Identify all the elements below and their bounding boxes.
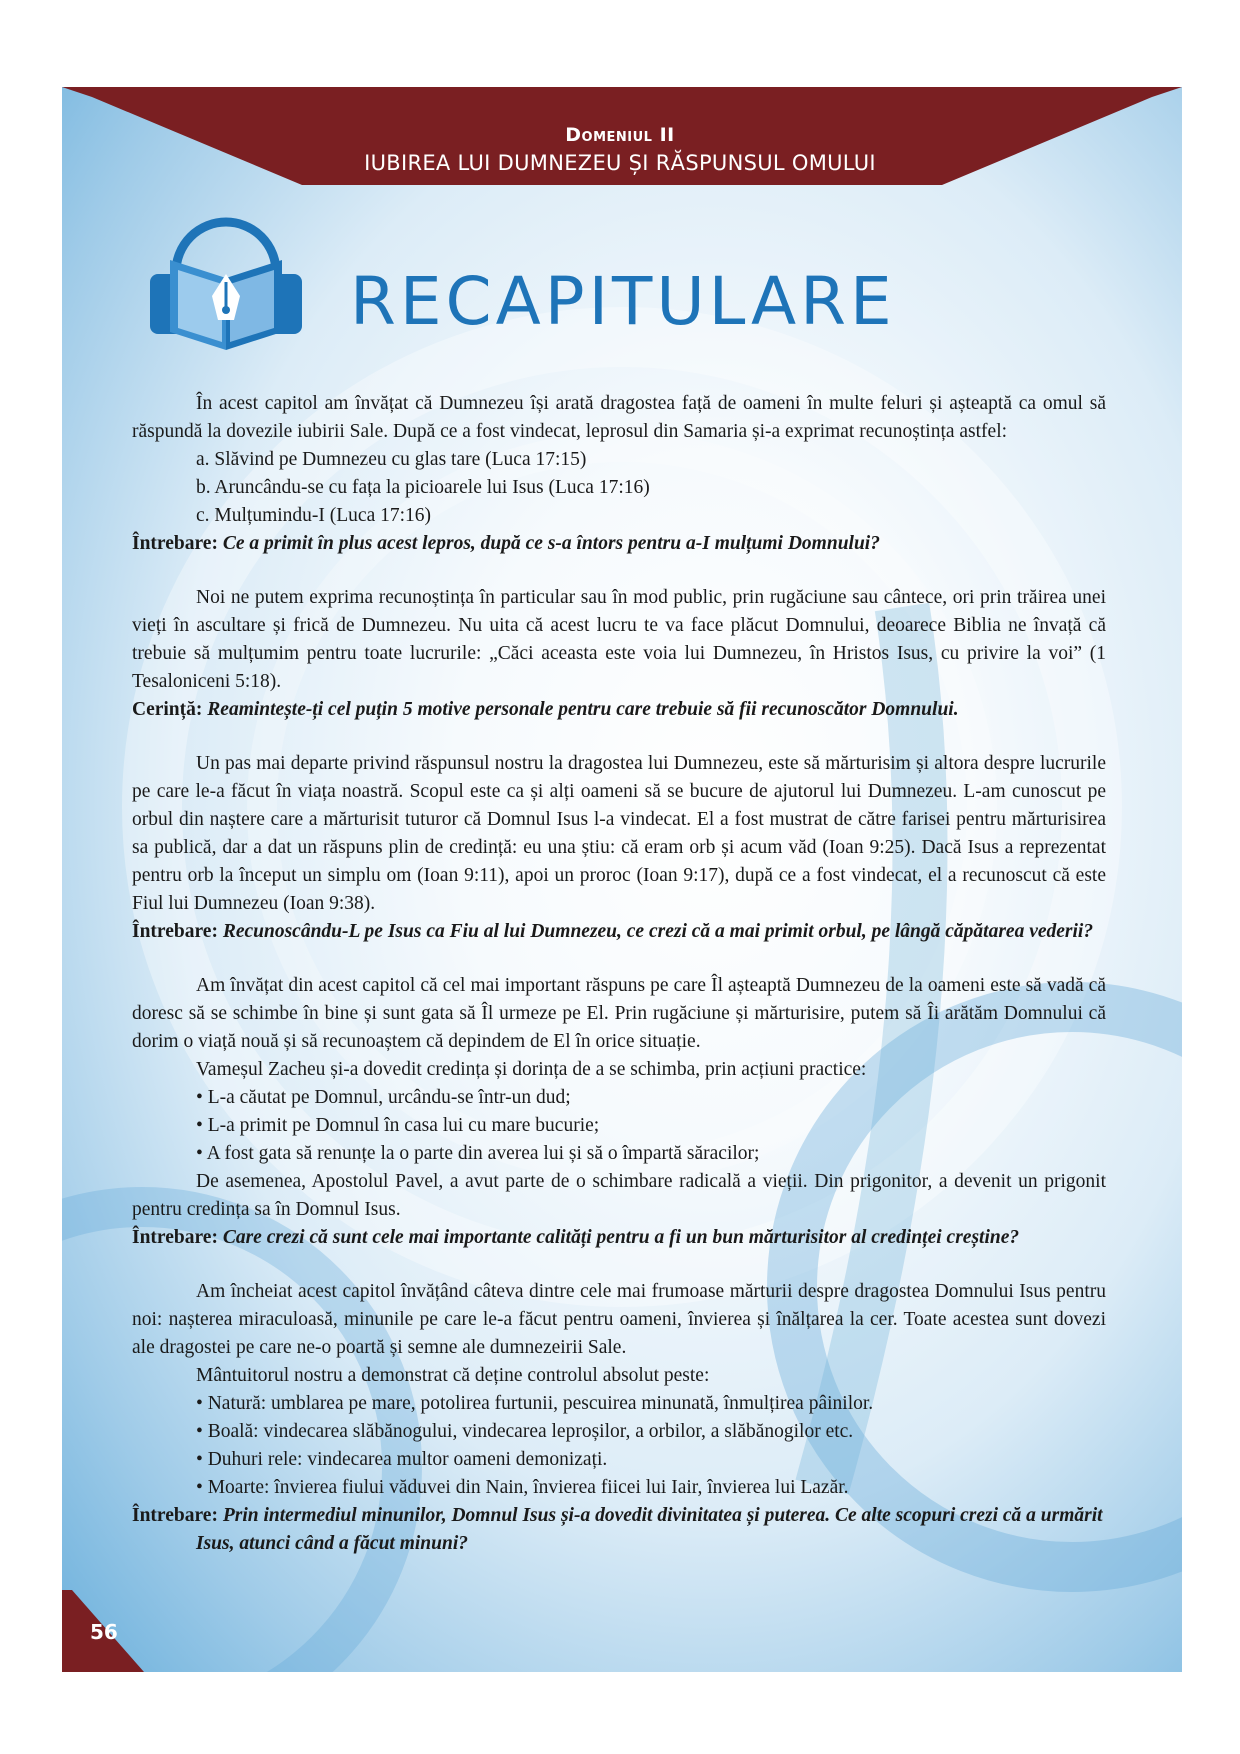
question-label: Întrebare: [132,1505,218,1526]
section-5-lead: Mântuitorul nostru a demonstrat că deține controlul absolut peste: [196,1365,710,1386]
bullet-item: • Natură: umblarea pe mare, potolirea furtunii, pescuirea minunată, înmulțirea pâinilor. [196,1393,874,1414]
section-1-intro: În acest capitol am învățat că Dumnezeu își arată dragostea față de oameni în multe feluri și așteaptă ca omul să răspundă la dovezile iubirii Sale. După ce a fost vindecat, leprosul din Samaria și-a exprimat recunoștința astfel: [132,393,1106,442]
section-4-text-2: De asemenea, Apostolul Pavel, a avut parte de o schimbare radicală a vieții. Din prigonitor, a devenit un prigonit pentru credința sa în Domnul Isus. [132,1171,1106,1220]
question-4 [132,1502,1106,1558]
question-text: Care crezi că sunt cele mai importante calități pentru a fi un bun mărturisitor al credinței creștine? [222,1227,1020,1248]
section-3-text: Un pas mai departe privind răspunsul nostru la dragostea lui Dumnezeu, este să mărturisim și altora despre lucrurile pe care le-a făcut în viața noastră. Scopul este ca și alți oameni să se bucure de ajutorul lui Dumnezeu. L-am cunoscut pe orbul din naștere care a mărturisit tuturor că Domnul Isus l-a vindecat. El a fost mustrat de către farisei pentru mărturisirea sa publică, dar a dat un răspuns plin de credință: eu una știu: că eram orb și acum văd (Ioan 9:25). Dacă Isus a reprezentat pentru orb la început un simplu om (Ioan 9:11), apoi un proroc (Ioan 9:17), după ce a fost vindecat, el a recunoscut că este Fiul lui Dumnezeu (Ioan 9:38). [132,753,1106,914]
section-2-text: Noi ne putem exprima recunoștința în particular sau în mod public, prin rugăciune sau cântece, ori prin trăirea unei vieți în ascultare și frică de Dumnezeu. Nu uita că acest lucru te va face plăcut Domnului, deoarece Biblia ne învață că trebuie să mulțumim pentru toate lucrurile: „Căci aceasta este voia lui Dumnezeu, în Hristos Isus, cu privire la voi” (1 Tesaloniceni 5:18). [132,587,1106,692]
bullet-item: • L-a căutat pe Domnul, urcându-se într-un dud; [196,1087,571,1108]
list-item: a. Slăvind pe Dumnezeu cu glas tare (Luca 17:15) [196,449,587,470]
question-2 [132,918,1106,946]
question-text: Recunoscându-L pe Isus ca Fiu al lui Dumnezeu, ce crezi că a mai primit orbul, pe lângă căpătarea vederii? [222,921,1094,942]
bullet-item: • Duhuri rele: vindecarea multor oameni demonizați. [196,1449,608,1470]
section-5-text: Am încheiat acest capitol învățând câteva dintre cele mai frumoase mărturii despre dragostea Domnului Isus pentru noi: nașterea miraculoasă, minunile pe care le-a făcut pentru oameni, învierea și înălțarea la cer. Toate acestea sunt dovezi ale dragostei pe care ne-o poartă și semne ale dumnezeirii Sale. [132,1281,1106,1358]
question-text: Prin intermediul minunilor, Domnul Isus și-a dovedit divinitatea și puterea. Ce alte scopuri crezi că a urmărit Isus, atunci când a făcut minuni? [196,1505,1103,1554]
section-4-lead: Vameșul Zacheu și-a dovedit credința și dorința de a se schimba, prin acțiuni practice: [196,1059,867,1080]
list-item: b. Aruncându-se cu fața la picioarele lui Isus (Luca 17:16) [196,477,650,498]
question-3 [132,1224,1106,1252]
list-item: c. Mulțumindu-I (Luca 17:16) [196,505,432,526]
domain-label: Domeniul II [565,124,675,146]
page-number: 56 [90,1620,118,1644]
domain-title: IUBIREA LUI DUMNEZEU ȘI RĂSPUNSUL OMULUI [364,151,876,175]
page-heading: RECAPITULARE [350,263,896,340]
question-label: Întrebare: [132,1227,218,1248]
question-1 [132,530,1106,558]
question-text: Ce a primit în plus acest lepros, după ce s-a întors pentru a-I mulțumi Domnului? [222,533,880,554]
task-text: Reamintește-ți cel puțin 5 motive personale pentru care trebuie să fii recunoscător Domnului. [207,699,959,720]
task-1 [132,696,1106,724]
book-headphones-logo-icon [148,200,303,360]
bullet-item: • L-a primit pe Domnul în casa lui cu mare bucurie; [196,1115,600,1136]
bullet-item: • Boală: vindecarea slăbănogului, vindecarea leproșilor, a orbilor, a slăbănogilor etc. [196,1421,854,1442]
main-content [132,390,1106,1558]
bullet-item: • Moarte: învierea fiului văduvei din Nain, învierea fiicei lui Iair, învierea lui Lazăr. [196,1477,849,1498]
section-4-text: Am învățat din acest capitol că cel mai important răspuns pe care Îl așteaptă Dumnezeu de la oameni este să vadă că doresc să se schimbe în bine și sunt gata să Îl urmeze pe El. Prin rugăciune și mărturisire, putem să Îi arătăm Domnului că dorim o viață nouă și să recunoaștem că depindem de El în orice situație. [132,975,1106,1052]
task-label: Cerință: [132,699,203,720]
question-label: Întrebare: [132,921,218,942]
bullet-item: • A fost gata să renunțe la o parte din averea lui și să o împartă săracilor; [196,1143,760,1164]
question-label: Întrebare: [132,533,218,554]
